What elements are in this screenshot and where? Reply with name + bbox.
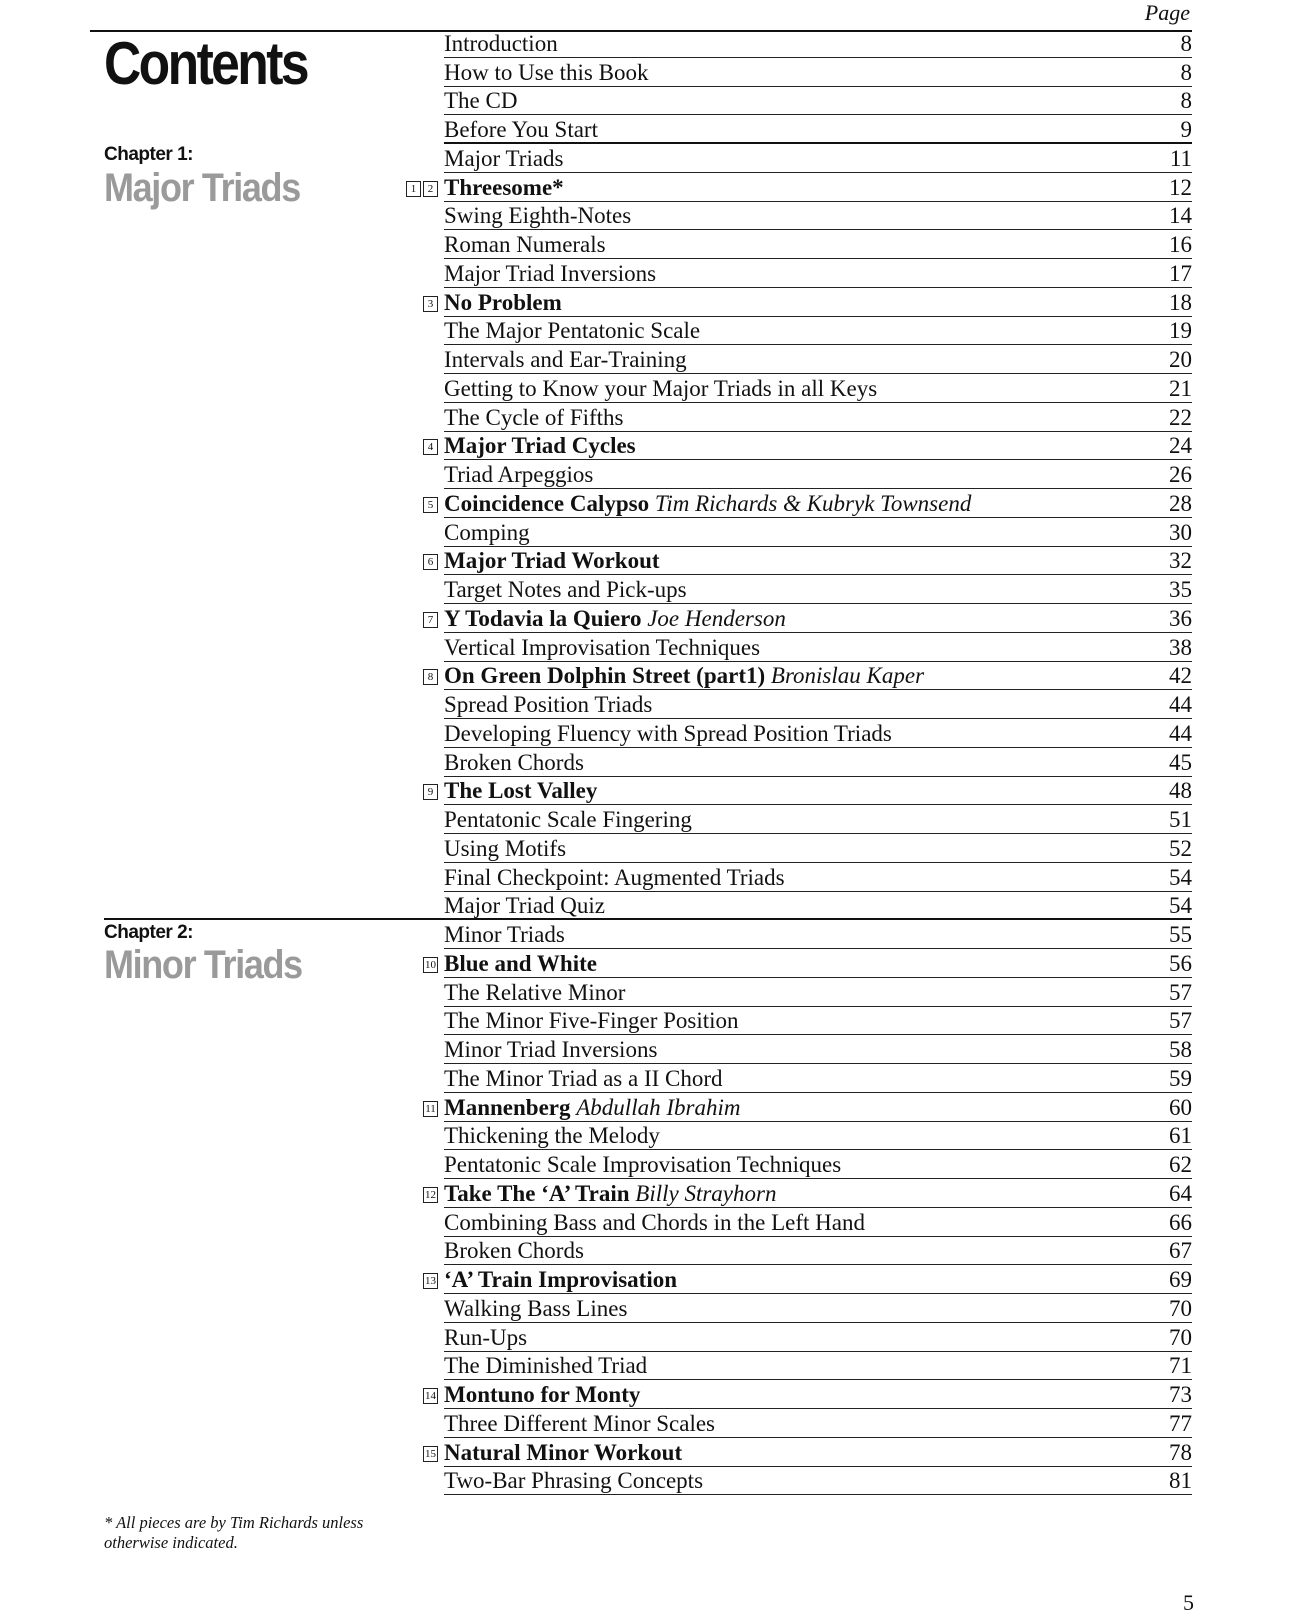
toc-entry-title: Walking Bass Lines bbox=[444, 1295, 628, 1321]
toc-entry-title: Broken Chords bbox=[444, 749, 584, 775]
toc-entry-composer: Billy Strayhorn bbox=[635, 1180, 777, 1206]
toc-entry-title: Vertical Improvisation Techniques bbox=[444, 634, 761, 660]
toc-page-number: 73 bbox=[1169, 1382, 1192, 1407]
toc-page-number: 18 bbox=[1169, 289, 1192, 315]
toc-entry bbox=[444, 577, 687, 603]
toc-page-number: 21 bbox=[1169, 375, 1192, 401]
toc-row[interactable] bbox=[444, 202, 1192, 231]
cd-track-badges bbox=[423, 612, 438, 628]
toc-entry-title: Threesome* bbox=[444, 174, 564, 200]
toc-entry-title: No Problem bbox=[444, 289, 562, 315]
toc-entry bbox=[444, 1411, 715, 1437]
toc-entry-title: Run-Ups bbox=[444, 1324, 528, 1350]
toc-row[interactable] bbox=[427, 432, 1192, 461]
toc-row[interactable] bbox=[444, 58, 1192, 87]
toc-entry bbox=[444, 1066, 723, 1092]
cd-track-number: 11 bbox=[423, 1101, 438, 1117]
toc-row[interactable] bbox=[427, 547, 1192, 576]
toc-row[interactable] bbox=[444, 1467, 1192, 1496]
toc-entry-title: Major Triad Quiz bbox=[444, 893, 605, 919]
cd-track-badges bbox=[423, 784, 438, 800]
toc-entry-title: The Major Pentatonic Scale bbox=[444, 318, 701, 344]
toc-row[interactable] bbox=[444, 978, 1192, 1007]
toc-entry-title: The CD bbox=[444, 88, 518, 114]
toc-entry-title: Minor Triads bbox=[444, 922, 565, 947]
toc-entry bbox=[444, 893, 605, 919]
toc-entry bbox=[444, 261, 656, 287]
toc-entry bbox=[444, 1382, 640, 1408]
chapter-1-name: Major Triads bbox=[104, 166, 300, 210]
toc-entry-title: The Lost Valley bbox=[444, 778, 598, 804]
cd-track-number: 13 bbox=[425, 1275, 436, 1287]
toc-page-number: 17 bbox=[1169, 260, 1192, 286]
toc-page-number: 22 bbox=[1169, 404, 1192, 430]
toc-entry bbox=[444, 922, 565, 948]
toc-entry-title: The Minor Triad as a II Chord bbox=[444, 1065, 723, 1091]
toc-row[interactable] bbox=[444, 719, 1192, 748]
toc-page-number: 67 bbox=[1169, 1238, 1192, 1264]
toc-entry-title: Getting to Know your Major Triads in all Keys bbox=[444, 375, 878, 401]
toc-entry-composer: Joe Henderson bbox=[647, 605, 786, 631]
toc-entry bbox=[444, 1440, 682, 1466]
toc-entry-title: Three Different Minor Scales bbox=[444, 1410, 716, 1436]
toc-page-number: 58 bbox=[1169, 1037, 1192, 1062]
toc-entry bbox=[444, 290, 562, 316]
toc-entry bbox=[444, 692, 652, 718]
toc-entry-title: Swing Eighth-Notes bbox=[444, 203, 632, 229]
toc-entry-title: Developing Fluency with Spread Position Triads bbox=[444, 720, 892, 746]
cd-track-number: 10 bbox=[425, 958, 436, 971]
toc-entry-title: Pentatonic Scale Improvisation Techniques bbox=[444, 1152, 842, 1177]
toc-row[interactable] bbox=[444, 1007, 1192, 1036]
toc-entry-title: Major Triad Workout bbox=[444, 548, 660, 574]
toc-entry-title: Major Triad Inversions bbox=[444, 260, 657, 286]
cd-track-badges bbox=[423, 1273, 438, 1289]
toc-row[interactable] bbox=[444, 1150, 1192, 1179]
toc-entry bbox=[444, 836, 566, 862]
toc-page-number: 70 bbox=[1169, 1295, 1192, 1321]
contents-title: Contents bbox=[104, 30, 307, 97]
toc-row[interactable] bbox=[425, 1179, 1192, 1208]
toc-entry bbox=[444, 721, 892, 747]
toc-page-number: 26 bbox=[1169, 462, 1192, 487]
toc-entry-title: Introduction bbox=[444, 30, 558, 56]
toc-entry-title: On Green Dolphin Street (part1) bbox=[444, 663, 766, 689]
toc-entry bbox=[444, 1095, 740, 1121]
cd-track-number: 8 bbox=[423, 669, 438, 685]
toc-entry-title: The Cycle of Fifths bbox=[444, 404, 624, 430]
toc-page-number: 8 bbox=[1180, 30, 1192, 56]
toc-entry-composer: Tim Richards & Kubryk Townsend bbox=[654, 490, 972, 516]
toc-page-number: 51 bbox=[1169, 807, 1192, 832]
toc-entry bbox=[444, 433, 636, 459]
toc-row[interactable] bbox=[444, 403, 1192, 432]
toc-page-number: 78 bbox=[1169, 1439, 1192, 1465]
toc-row[interactable] bbox=[444, 690, 1192, 719]
toc-row[interactable] bbox=[444, 748, 1192, 777]
cd-track-badges bbox=[423, 439, 438, 455]
toc-entry bbox=[444, 1008, 739, 1034]
page-number: 5 bbox=[1183, 1590, 1194, 1615]
toc-entry bbox=[444, 1267, 677, 1293]
toc-entry bbox=[444, 520, 530, 546]
toc-entry bbox=[444, 1468, 703, 1494]
cd-track-badges bbox=[423, 1187, 438, 1203]
cd-track-number: 6 bbox=[423, 554, 438, 570]
toc-entry-title: Roman Numerals bbox=[444, 232, 606, 257]
toc-row[interactable] bbox=[444, 345, 1192, 374]
toc-entry bbox=[444, 491, 971, 517]
toc-page-number: 36 bbox=[1169, 605, 1192, 631]
toc-row[interactable] bbox=[444, 518, 1192, 547]
toc-entry bbox=[444, 1353, 647, 1379]
toc-entry-title: The Relative Minor bbox=[444, 979, 626, 1005]
toc-page-number: 57 bbox=[1169, 1008, 1192, 1034]
toc-entry-title: Major Triads bbox=[444, 145, 564, 171]
toc-entry-composer: Bronislau Kaper bbox=[770, 663, 925, 689]
toc-entry-title: Take The ‘A’ Train bbox=[444, 1180, 630, 1206]
toc-entry bbox=[444, 146, 564, 172]
cd-track-badges bbox=[423, 1446, 438, 1462]
toc-row[interactable] bbox=[427, 777, 1192, 806]
toc-page-number: 44 bbox=[1169, 692, 1192, 717]
toc-page-number: 54 bbox=[1169, 893, 1192, 919]
cd-track-badges bbox=[423, 669, 438, 685]
toc-entry bbox=[444, 778, 597, 804]
toc-entry-title: ‘A’ Train Improvisation bbox=[444, 1267, 677, 1292]
toc-entry bbox=[444, 1181, 776, 1207]
toc-page-number: 16 bbox=[1169, 232, 1192, 257]
toc-entry-title: Thickening the Melody bbox=[444, 1123, 660, 1149]
toc-entry bbox=[444, 376, 877, 402]
toc-entry bbox=[444, 635, 760, 661]
toc-page-number: 48 bbox=[1169, 778, 1192, 804]
cd-track-badges bbox=[406, 181, 438, 197]
cd-track-number: 14 bbox=[425, 1390, 436, 1402]
toc-row[interactable] bbox=[427, 489, 1192, 518]
cd-track-number: 7 bbox=[423, 612, 438, 628]
toc-page-number: 28 bbox=[1169, 490, 1192, 516]
toc-row[interactable] bbox=[444, 87, 1192, 116]
toc-entry bbox=[444, 663, 924, 689]
toc-entry-title: Before You Start bbox=[444, 117, 598, 142]
toc-entry bbox=[444, 232, 606, 258]
toc-entry-title: Triad Arpeggios bbox=[444, 462, 594, 487]
toc-page-number: 66 bbox=[1169, 1209, 1192, 1235]
toc-page-number: 64 bbox=[1169, 1180, 1192, 1206]
toc-entry bbox=[444, 175, 564, 201]
toc-page-number: 81 bbox=[1169, 1468, 1192, 1494]
toc-entry bbox=[444, 347, 687, 373]
toc-entry bbox=[444, 462, 593, 488]
toc-entry bbox=[444, 951, 597, 977]
toc-entry-title: Intervals and Ear-Training bbox=[444, 347, 687, 372]
toc-page-number: 42 bbox=[1169, 663, 1192, 689]
toc-row[interactable] bbox=[444, 1352, 1192, 1381]
cd-track-badges bbox=[423, 1388, 438, 1404]
toc-row[interactable] bbox=[444, 1122, 1192, 1151]
toc-row[interactable] bbox=[444, 1064, 1192, 1093]
toc-entry-title: Natural Minor Workout bbox=[444, 1439, 683, 1465]
toc-entry bbox=[444, 1296, 627, 1322]
toc-page-number: 32 bbox=[1169, 548, 1192, 574]
toc-page-number: 9 bbox=[1180, 117, 1192, 142]
toc-row-rule bbox=[444, 1494, 1192, 1495]
toc-page-number: 20 bbox=[1169, 347, 1192, 372]
cd-track-number: 5 bbox=[423, 497, 438, 513]
toc-entry-title: Pentatonic Scale Fingering bbox=[444, 807, 692, 832]
toc-entry-title: Blue and White bbox=[444, 950, 597, 976]
toc-entry bbox=[444, 318, 700, 344]
toc-row[interactable] bbox=[444, 1294, 1192, 1323]
toc-page-number: 45 bbox=[1169, 749, 1192, 775]
toc-row[interactable] bbox=[444, 1208, 1192, 1237]
toc-page-number: 52 bbox=[1169, 835, 1192, 861]
toc-entry-title: The Diminished Triad bbox=[444, 1353, 648, 1379]
toc-row[interactable] bbox=[444, 1409, 1192, 1438]
toc-row[interactable] bbox=[444, 317, 1192, 346]
toc-entry-title: Coincidence Calypso bbox=[444, 490, 650, 516]
toc-page-number: 77 bbox=[1169, 1410, 1192, 1436]
toc-row[interactable] bbox=[425, 1380, 1192, 1409]
toc-entry-title: The Minor Five-Finger Position bbox=[444, 1008, 739, 1034]
toc-page-number: 62 bbox=[1169, 1152, 1192, 1177]
chapter-1-label: Chapter 1: bbox=[104, 144, 193, 165]
toc-entry-title: Using Motifs bbox=[444, 835, 567, 861]
toc-entry bbox=[444, 865, 785, 891]
toc-entry-title: Two-Bar Phrasing Concepts bbox=[444, 1468, 704, 1494]
toc-entry bbox=[444, 405, 624, 431]
toc-entry-title: Final Checkpoint: Augmented Triads bbox=[444, 864, 785, 890]
toc-entry bbox=[444, 1037, 657, 1063]
toc-page-number: 14 bbox=[1169, 203, 1192, 229]
toc-page-number: 56 bbox=[1169, 950, 1192, 976]
chapter-2-rule bbox=[104, 918, 444, 920]
footnote: * All pieces are by Tim Richards unless otherwise indicated. bbox=[104, 1513, 364, 1552]
toc-row[interactable] bbox=[444, 633, 1192, 662]
toc-entry bbox=[444, 1123, 660, 1149]
toc-page-number: 8 bbox=[1180, 59, 1192, 85]
toc-page-number: 11 bbox=[1169, 145, 1192, 171]
toc-row[interactable] bbox=[427, 662, 1192, 691]
toc-page-number: 8 bbox=[1180, 88, 1192, 114]
cd-track-badges bbox=[423, 497, 438, 513]
toc-entry bbox=[444, 807, 692, 833]
toc-entry bbox=[444, 60, 648, 86]
toc-entry-title: How to Use this Book bbox=[444, 59, 649, 85]
toc-entry-title: Montuno for Monty bbox=[444, 1382, 641, 1407]
cd-track-number: 9 bbox=[423, 784, 438, 800]
toc-page-number: 35 bbox=[1169, 577, 1192, 602]
toc-row[interactable] bbox=[444, 834, 1192, 863]
toc-page-number: 71 bbox=[1169, 1353, 1192, 1379]
toc-entry-title: Spread Position Triads bbox=[444, 692, 653, 717]
toc-row[interactable] bbox=[444, 460, 1192, 489]
toc-page-number: 12 bbox=[1169, 174, 1192, 200]
toc-row[interactable] bbox=[427, 288, 1192, 317]
toc-row[interactable] bbox=[427, 604, 1192, 633]
toc-entry bbox=[444, 88, 517, 114]
toc-row[interactable] bbox=[444, 144, 1192, 173]
toc-page-number: 55 bbox=[1169, 922, 1192, 947]
cd-track-number: 3 bbox=[423, 296, 438, 312]
toc-entry bbox=[444, 750, 584, 776]
toc-page-number: 60 bbox=[1169, 1094, 1192, 1120]
cd-track-badges bbox=[423, 1101, 438, 1117]
toc-page-number: 57 bbox=[1169, 979, 1192, 1005]
toc-row[interactable] bbox=[444, 892, 1192, 921]
toc-row[interactable] bbox=[444, 1035, 1192, 1064]
toc-row[interactable] bbox=[444, 29, 1192, 58]
cd-track-badges bbox=[423, 957, 438, 973]
cd-track-number: 2 bbox=[423, 181, 438, 197]
toc-entry bbox=[444, 203, 631, 229]
toc-row[interactable] bbox=[444, 1237, 1192, 1266]
toc-row[interactable] bbox=[444, 1323, 1192, 1352]
toc-row[interactable] bbox=[444, 575, 1192, 604]
toc-entry bbox=[444, 1238, 584, 1264]
toc-row[interactable] bbox=[425, 1265, 1192, 1294]
toc-page-number: 19 bbox=[1169, 318, 1192, 344]
toc-row[interactable] bbox=[425, 1438, 1192, 1467]
cd-track-badges bbox=[423, 296, 438, 312]
toc-page-number: 24 bbox=[1169, 433, 1192, 459]
chapter-2-label: Chapter 2: bbox=[104, 922, 193, 943]
toc-row[interactable] bbox=[425, 949, 1192, 978]
toc-entry bbox=[444, 1152, 841, 1178]
toc-page-number: 38 bbox=[1169, 634, 1192, 660]
toc-entry-title: Minor Triad Inversions bbox=[444, 1037, 658, 1062]
toc-page-number: 30 bbox=[1169, 519, 1192, 545]
toc-row[interactable] bbox=[444, 230, 1192, 259]
toc-entry bbox=[444, 606, 786, 632]
toc-entry bbox=[444, 548, 660, 574]
page-column-label: Page bbox=[1144, 0, 1190, 25]
toc-row[interactable] bbox=[444, 920, 1192, 949]
toc-entry-title: Major Triad Cycles bbox=[444, 433, 636, 459]
toc-page-number: 61 bbox=[1169, 1123, 1192, 1149]
cd-track-number: 1 bbox=[406, 181, 421, 197]
toc-row[interactable] bbox=[444, 115, 1192, 144]
toc-entry-title: Mannenberg bbox=[444, 1094, 571, 1120]
toc-entry bbox=[444, 31, 558, 57]
toc-page-number: 54 bbox=[1169, 864, 1192, 890]
toc-entry bbox=[444, 1210, 865, 1236]
toc-page-number: 44 bbox=[1169, 720, 1192, 746]
toc-entry-title: Comping bbox=[444, 519, 530, 545]
toc-row[interactable] bbox=[444, 805, 1192, 834]
toc-entry-composer: Abdullah Ibrahim bbox=[576, 1094, 741, 1120]
toc-entry bbox=[444, 117, 598, 143]
toc-page-number: 59 bbox=[1169, 1065, 1192, 1091]
toc-page-number: 69 bbox=[1169, 1267, 1192, 1292]
toc-entry-title: Combining Bass and Chords in the Left Hand bbox=[444, 1209, 865, 1235]
toc-entry-title: Y Todavia la Quiero bbox=[444, 605, 642, 631]
toc-row[interactable] bbox=[444, 863, 1192, 892]
toc-entry bbox=[444, 1325, 527, 1351]
toc-row[interactable] bbox=[444, 259, 1192, 288]
cd-track-badges bbox=[423, 554, 438, 570]
toc-row[interactable] bbox=[425, 1093, 1192, 1122]
cd-track-number: 4 bbox=[423, 439, 438, 455]
cd-track-number: 12 bbox=[425, 1188, 436, 1201]
toc-entry-title: Broken Chords bbox=[444, 1238, 584, 1264]
toc-row[interactable] bbox=[410, 173, 1192, 202]
toc-entry bbox=[444, 980, 625, 1006]
cd-track-number: 15 bbox=[425, 1447, 436, 1460]
toc-entry-title: Target Notes and Pick-ups bbox=[444, 577, 687, 602]
toc-row[interactable] bbox=[444, 374, 1192, 403]
chapter-2-name: Minor Triads bbox=[104, 943, 302, 987]
toc-page-number: 70 bbox=[1169, 1324, 1192, 1350]
